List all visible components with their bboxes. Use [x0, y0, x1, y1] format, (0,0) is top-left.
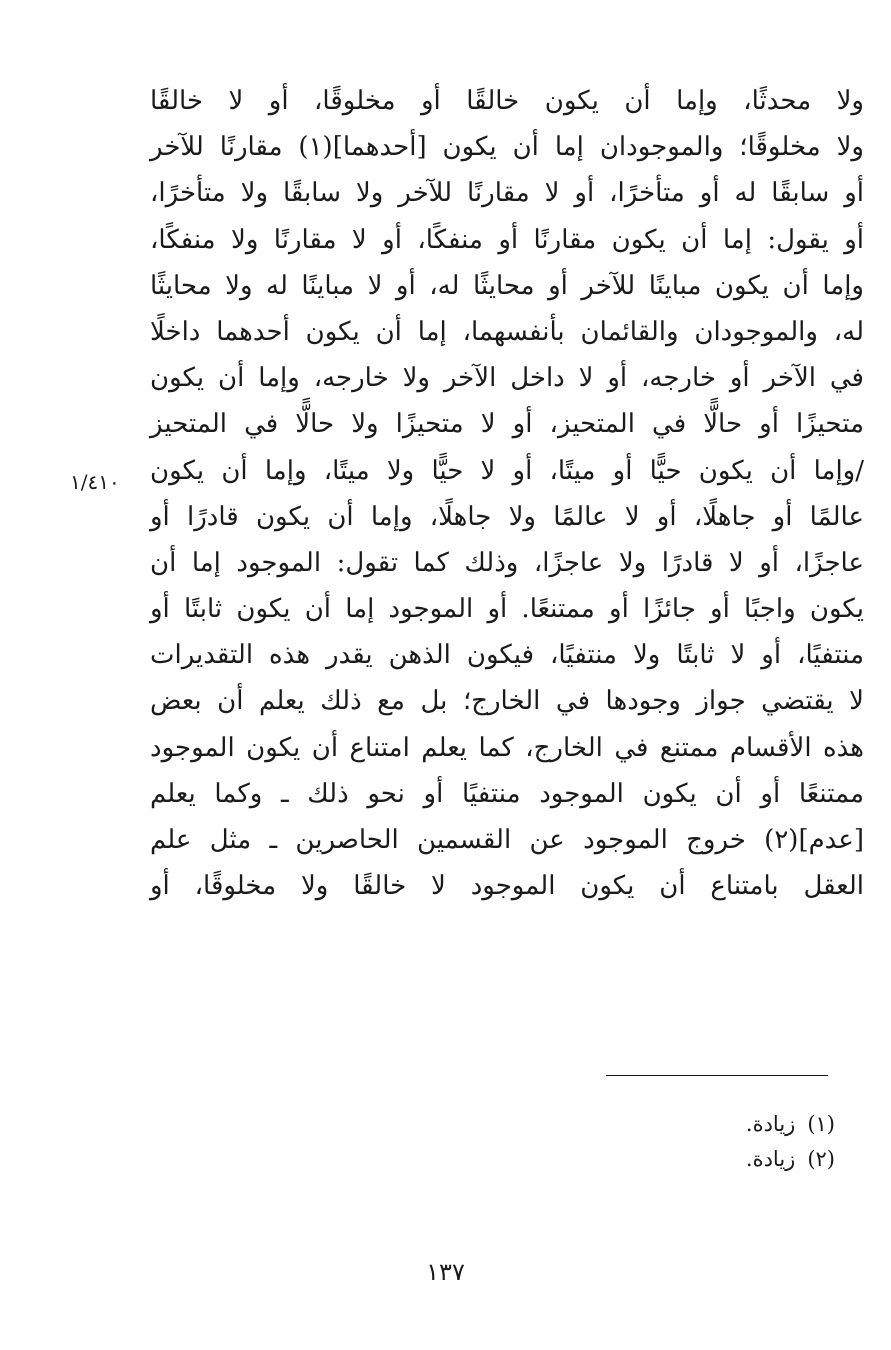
footnote-item	[746, 1142, 835, 1177]
text-line: منتفيًا، أو لا ثابتًا ولا منتفيًا، فيكون الذهن يقدر هذه التقديرات	[150, 640, 864, 671]
main-text-block	[150, 78, 864, 909]
text-line: وإما أن يكون مباينًا للآخر أو محايثًا له، أو لا مباينًا له ولا محايثًا	[150, 270, 864, 301]
footnotes	[746, 1107, 835, 1177]
margin-page-reference: ١/٤١٠	[70, 470, 120, 494]
text-line: ممتنعًا أو أن يكون الموجود منتفيًا أو نحو ذلك ـ وكما يعلم	[150, 778, 864, 809]
footnote-number: (٢)	[807, 1147, 835, 1171]
text-line: العقل بامتناع أن يكون الموجود لا خالقًا ولا مخلوقًا، أو	[150, 871, 864, 902]
text-line: عاجزًا، أو لا قادرًا ولا عاجزًا، وذلك كما تقول: الموجود إما أن	[150, 547, 864, 578]
footnote-item	[746, 1107, 835, 1142]
footnote-number: (١)	[807, 1112, 835, 1136]
text-line: لا يقتضي جواز وجودها في الخارج؛ بل مع ذلك يعلم أن بعض	[150, 686, 864, 717]
text-line: هذه الأقسام ممتنع في الخارج، كما يعلم امتناع أن يكون الموجود	[150, 732, 864, 763]
footnote-divider	[606, 1075, 828, 1076]
text-line: له، والموجودان والقائمان بأنفسهما، إما أن يكون أحدهما داخلًا	[150, 316, 864, 347]
text-line: عالمًا أو جاهلًا، أو لا عالمًا ولا جاهلًا، وإما أن يكون قادرًا أو	[150, 501, 864, 532]
text-line: ولا مخلوقًا؛ والموجودان إما أن يكون [أحدهما](١) مقارنًا للآخر	[150, 132, 864, 163]
text-line: [عدم](٢) خروج الموجود عن القسمين الحاصرين ـ مثل علم	[150, 825, 864, 855]
footnote-text: زيادة.	[745, 1112, 796, 1136]
text-line: /وإما أن يكون حيًّا أو ميتًا، أو لا حيًّا ولا ميتًا، وإما أن يكون	[150, 455, 864, 486]
text-line: متحيزًا أو حالًّا في المتحيز، أو لا متحيزًا ولا حالًّا في المتحيز	[150, 409, 864, 440]
page-number: ١٣٧	[426, 1258, 465, 1286]
text-line: ولا محدثًا، وإما أن يكون خالقًا أو مخلوقًا، أو لا خالقًا	[150, 86, 864, 116]
text-line: أو سابقًا له أو متأخرًا، أو لا مقارنًا للآخر ولا سابقًا ولا متأخرًا،	[150, 178, 864, 209]
text-line: أو يقول: إما أن يكون مقارنًا أو منفكًا، أو لا مقارنًا ولا منفكًا،	[150, 224, 864, 255]
footnote-text: زيادة.	[745, 1147, 796, 1171]
text-line: في الآخر أو خارجه، أو لا داخل الآخر ولا خارجه، وإما أن يكون	[150, 363, 864, 394]
text-line: يكون واجبًا أو جائزًا أو ممتنعًا. أو الموجود إما أن يكون ثابتًا أو	[150, 594, 864, 625]
